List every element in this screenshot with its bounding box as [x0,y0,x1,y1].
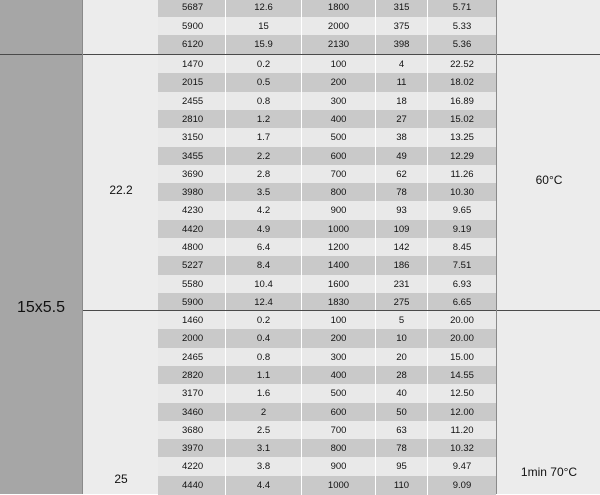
table-row [158,275,496,294]
table-cell: 1800 [302,0,376,17]
table-cell: 600 [302,403,376,422]
table-cell: 16.89 [450,95,474,107]
table-cell: 110 [376,476,428,495]
table-cell: 1470 [158,55,226,74]
table-row [158,35,496,54]
table-cell: 0.5 [226,73,302,92]
table-cell: 600 [302,147,376,166]
table-row [158,384,496,403]
table-cell: 93 [376,201,428,220]
table-cell: 800 [302,439,376,458]
table-cell: 9.19 [452,223,472,235]
table-cell: 12.6 [226,0,302,17]
table-cell: 186 [376,256,428,275]
condition-label-60c: 60°C [535,173,563,187]
table-cell: 5580 [158,275,226,294]
table-cell: 3690 [158,165,226,184]
table-cell: 3455 [158,147,226,166]
table-row [158,165,496,184]
table-cell: 8.45 [452,242,472,253]
table-cell: 20.00 [450,315,474,326]
table-cell: 10.30 [450,187,474,199]
table-cell: 300 [302,92,376,111]
group-separator [158,54,496,55]
table-cell: 5 [376,311,428,330]
table-cell: 2810 [158,110,226,129]
table-cell: 6.4 [226,238,302,257]
table-cell: 1000 [302,220,376,239]
table-cell: 500 [302,384,376,403]
table-cell: 2.8 [226,165,302,184]
table-cell: 0.4 [226,329,302,348]
table-cell: 3.1 [226,439,302,458]
table-row [158,476,496,495]
table-cell: 2000 [302,17,376,36]
table-cell: 78 [376,439,428,458]
table-cell: 6120 [158,35,226,54]
table-cell: 3170 [158,384,226,403]
table-cell: 6.93 [452,278,472,290]
table-cell: 400 [302,366,376,385]
table-row [158,147,496,166]
table-cell: 500 [302,128,376,147]
table-cell: 1460 [158,311,226,330]
size-label-15x5.5: 15x5.5 [16,299,66,316]
table-cell: 4 [376,55,428,74]
table-cell: 7.51 [452,260,472,272]
table-row [158,403,496,422]
table-cell: 11.20 [450,424,474,436]
table-cell: 15.9 [226,35,302,54]
table-cell: 9.47 [452,461,472,473]
table-cell: 5.71 [452,2,472,13]
data-grid [158,0,496,494]
table-cell: 5900 [158,293,226,312]
table-row [158,201,496,220]
table-cell: 200 [302,73,376,92]
table-cell: 1830 [302,293,376,312]
width-label-25: 25 [114,472,128,486]
table-cell: 40 [376,384,428,403]
table-cell: 4220 [158,457,226,476]
table-cell: 3680 [158,421,226,440]
table-cell: 95 [376,457,428,476]
table-cell: 1.1 [226,366,302,385]
table-cell: 4.2 [226,201,302,220]
table-cell: 18.02 [450,77,474,89]
table-cell: 18 [376,92,428,111]
table-cell: 700 [302,165,376,184]
table-cell: 28 [376,366,428,385]
table-row [158,55,496,74]
table-cell: 275 [376,293,428,312]
table-cell: 15.02 [450,113,474,125]
table-cell: 63 [376,421,428,440]
table-cell: 2820 [158,366,226,385]
table-cell: 0.8 [226,92,302,111]
table-cell: 1.6 [226,384,302,403]
table-cell: 700 [302,421,376,440]
table-cell: 5687 [158,0,226,17]
table-cell: 2130 [302,35,376,54]
table-row [158,92,496,111]
table-cell: 12.50 [450,388,474,400]
table-cell: 3980 [158,183,226,202]
table-cell: 142 [376,238,428,257]
table-cell: 1200 [302,238,376,257]
table-cell: 12.4 [226,293,302,312]
table-row [158,110,496,129]
table-cell: 14.55 [450,369,474,381]
table-cell: 2465 [158,348,226,367]
table-cell: 22.52 [450,59,474,70]
table-cell: 13.25 [450,132,474,144]
table-cell: 0.2 [226,55,302,74]
table-cell: 300 [302,348,376,367]
table-cell: 15 [226,17,302,36]
table-cell: 900 [302,457,376,476]
table-cell: 1400 [302,256,376,275]
table-cell: 398 [376,35,428,54]
table-cell: 9.65 [452,205,472,217]
group-separator [158,310,496,311]
table-cell: 12.29 [450,150,474,162]
table-cell: 200 [302,329,376,348]
table-cell: 2.5 [226,421,302,440]
table-cell: 10.4 [226,275,302,294]
table-cell: 900 [302,201,376,220]
table-cell: 15.00 [450,351,474,363]
table-cell: 0.8 [226,348,302,367]
table-cell: 11 [376,73,428,92]
table-cell: 4800 [158,238,226,257]
table-row [158,73,496,92]
table-cell: 109 [376,220,428,239]
table-row [158,220,496,239]
table-cell: 5900 [158,17,226,36]
table-cell: 3.5 [226,183,302,202]
table-cell: 4420 [158,220,226,239]
table-cell: 100 [302,311,376,330]
table-cell: 2455 [158,92,226,111]
table-cell: 10.32 [450,443,474,455]
table-row [158,183,496,202]
table-row [158,366,496,385]
table-cell: 2 [226,403,302,422]
table-cell: 8.4 [226,256,302,275]
table-cell: 4440 [158,476,226,495]
table-row [158,439,496,458]
size-divider [0,54,82,55]
table-cell: 20 [376,348,428,367]
table-cell: 1.2 [226,110,302,129]
width-divider [83,54,159,55]
table-cell: 231 [376,275,428,294]
table-cell: 49 [376,147,428,166]
table-cell: 5.36 [452,39,472,50]
condition-column [496,0,600,494]
table-cell: 20.00 [450,333,474,345]
table-cell: 27 [376,110,428,129]
table-cell: 38 [376,128,428,147]
condition-label-1min-70c: 1min 70°C [520,465,578,479]
table-cell: 2.2 [226,147,302,166]
table-row [158,256,496,275]
table-cell: 400 [302,110,376,129]
table-cell: 4230 [158,201,226,220]
table-cell: 375 [376,17,428,36]
table-row [158,17,496,36]
width-column [82,0,158,494]
table-row [158,348,496,367]
table-cell: 10 [376,329,428,348]
table-cell: 4.4 [226,476,302,495]
table-cell: 315 [376,0,428,17]
table-cell: 1600 [302,275,376,294]
table-row [158,0,496,17]
table-cell: 5.33 [452,20,472,32]
table-cell: 3970 [158,439,226,458]
table-row [158,128,496,147]
table-cell: 4.9 [226,220,302,239]
table-row [158,329,496,348]
width-label-22.2: 22.2 [109,183,133,197]
table-cell: 2015 [158,73,226,92]
table-cell: 12.00 [450,406,474,418]
table-cell: 1000 [302,476,376,495]
table-cell: 6.65 [452,296,472,308]
table-cell: 3150 [158,128,226,147]
table-cell: 5227 [158,256,226,275]
condition-divider [497,54,600,55]
table-row [158,238,496,257]
table-cell: 3460 [158,403,226,422]
condition-divider [497,310,600,311]
width-divider [83,310,159,311]
table-cell: 100 [302,55,376,74]
table-row [158,421,496,440]
table-cell: 800 [302,183,376,202]
table-cell: 78 [376,183,428,202]
table-cell: 2000 [158,329,226,348]
table-cell: 1.7 [226,128,302,147]
table-cell: 62 [376,165,428,184]
table-row [158,457,496,476]
table-cell: 0.2 [226,311,302,330]
table-cell: 3.8 [226,457,302,476]
table-cell: 11.26 [450,168,474,180]
size-column [0,0,82,494]
table-cell: 9.09 [452,479,472,491]
table-cell: 50 [376,403,428,422]
table-row [158,311,496,330]
